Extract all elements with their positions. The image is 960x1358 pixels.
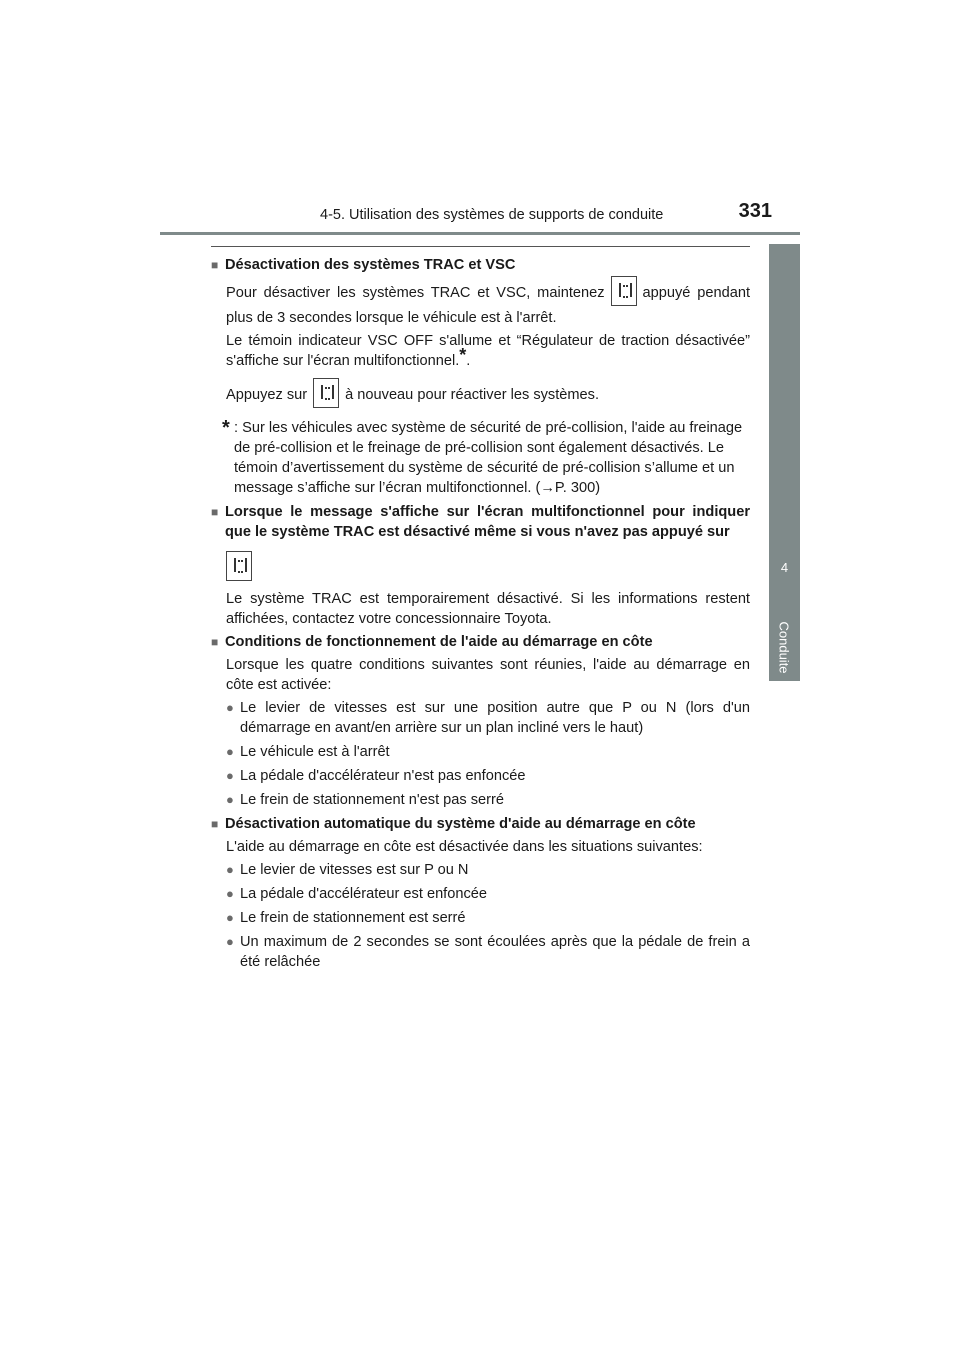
list-item <box>226 698 750 738</box>
square-bullet-icon: ■ <box>211 505 219 519</box>
section-heading-text: Lorsque le message s'affiche sur l'écran multifonctionnel pour indiquer que le système TRAC est désactivé même si vous n'avez pas appuyé sur <box>225 504 750 540</box>
list-item-text: Un maximum de 2 secondes se sont écoulées après que la pédale de frein a été relâchée <box>240 934 750 970</box>
list-item <box>226 908 750 928</box>
bullet-icon: ● <box>226 862 234 877</box>
paragraph <box>226 380 750 410</box>
paragraph-text: à nouveau pour réactiver les systèmes. <box>345 386 600 403</box>
paragraph-text: Le témoin indicateur VSC OFF s'allume et “Régulateur de traction désactivée” s'affiche sur l'écran multifonctionnel. <box>226 333 750 369</box>
paragraph <box>226 278 750 328</box>
page-number: 331 <box>738 200 772 222</box>
bullet-icon: ● <box>226 744 234 759</box>
section-heading-text: Désactivation automatique du système d'aide au démarrage en côte <box>225 816 696 832</box>
paragraph: L'aide au démarrage en côte est désactivée dans les situations suivantes: <box>226 839 703 855</box>
list-item <box>226 860 750 880</box>
footnote-asterisk: * <box>459 345 467 365</box>
paragraph: Le système TRAC est temporairement désactivé. Si les informations restent affichées, contactez votre concessionnaire Toyota. <box>226 591 750 627</box>
section-heading-text: Conditions de fonctionnement de l'aide au démarrage en côte <box>225 634 653 650</box>
section-heading <box>211 632 750 652</box>
section-heading <box>211 814 750 834</box>
bullet-icon: ● <box>226 910 234 925</box>
bullet-icon: ● <box>226 700 234 715</box>
list-item-text: Le frein de stationnement est serré <box>240 910 466 926</box>
list-item-text: La pédale d'accélérateur n'est pas enfoncée <box>240 768 526 784</box>
paragraph-text: . <box>466 353 471 369</box>
list-item-text: Le levier de vitesses est sur une position autre que P ou N (lors d'un démarrage en avant/en arrière sur un plan incliné vers le haut) <box>240 700 750 736</box>
paragraph <box>226 331 750 371</box>
chapter-side-tab <box>769 244 800 681</box>
list-item-text: Le frein de stationnement n'est pas serré <box>240 792 505 808</box>
list-item-text: La pédale d'accélérateur est enfoncée <box>240 886 488 902</box>
list-item <box>226 884 750 904</box>
bullet-icon: ● <box>226 886 234 901</box>
list-item <box>226 766 750 786</box>
paragraph: Lorsque les quatre conditions suivantes sont réunies, l'aide au démarrage en côte est activée: <box>226 657 750 693</box>
list-item-text: Le levier de vitesses est sur P ou N <box>240 862 469 878</box>
vsc-off-button-icon <box>611 276 637 306</box>
square-bullet-icon: ■ <box>211 817 219 831</box>
section-heading <box>211 255 750 275</box>
chapter-number: 4 <box>780 560 789 575</box>
list-item <box>226 742 750 762</box>
list-item <box>226 932 750 972</box>
footnote-text: : Sur les véhicules avec système de sécurité de pré-collision, l'aide au freinage de pré-collision et le freinage de pré-collision sont également désactivés. Le témoin d’avertissement du système de sécurité de pré-collision s’allume et un message s’affiche sur l’écran multifonctionnel. (→P. 300) <box>234 420 743 496</box>
header-rule <box>160 232 800 235</box>
paragraph-text: Appuyez sur <box>226 386 308 403</box>
square-bullet-icon: ■ <box>211 635 219 649</box>
section-heading-text: Désactivation des systèmes TRAC et VSC <box>225 257 516 273</box>
footnote <box>222 418 750 498</box>
list-item <box>226 790 750 810</box>
section-heading <box>211 502 750 542</box>
bullet-icon: ● <box>226 792 234 807</box>
bullet-icon: ● <box>226 768 234 783</box>
header-title: 4-5. Utilisation des systèmes de supports de conduite <box>320 207 664 223</box>
paragraph-text: Pour désactiver les systèmes TRAC et VSC, maintenez <box>226 284 605 301</box>
chapter-label: Conduite <box>776 621 792 674</box>
square-bullet-icon: ■ <box>211 258 219 272</box>
vsc-off-button-icon <box>313 378 339 408</box>
bullet-icon: ● <box>226 934 234 949</box>
footnote-asterisk: * <box>222 417 230 439</box>
paragraph-text: appuyé pendant plus de 3 secondes lorsque le véhicule est à l'arrêt. <box>226 284 751 326</box>
vsc-off-button-icon <box>226 551 252 581</box>
page-content <box>211 255 750 976</box>
content-top-rule <box>211 246 750 247</box>
list-item-text: Le véhicule est à l'arrêt <box>240 744 390 760</box>
